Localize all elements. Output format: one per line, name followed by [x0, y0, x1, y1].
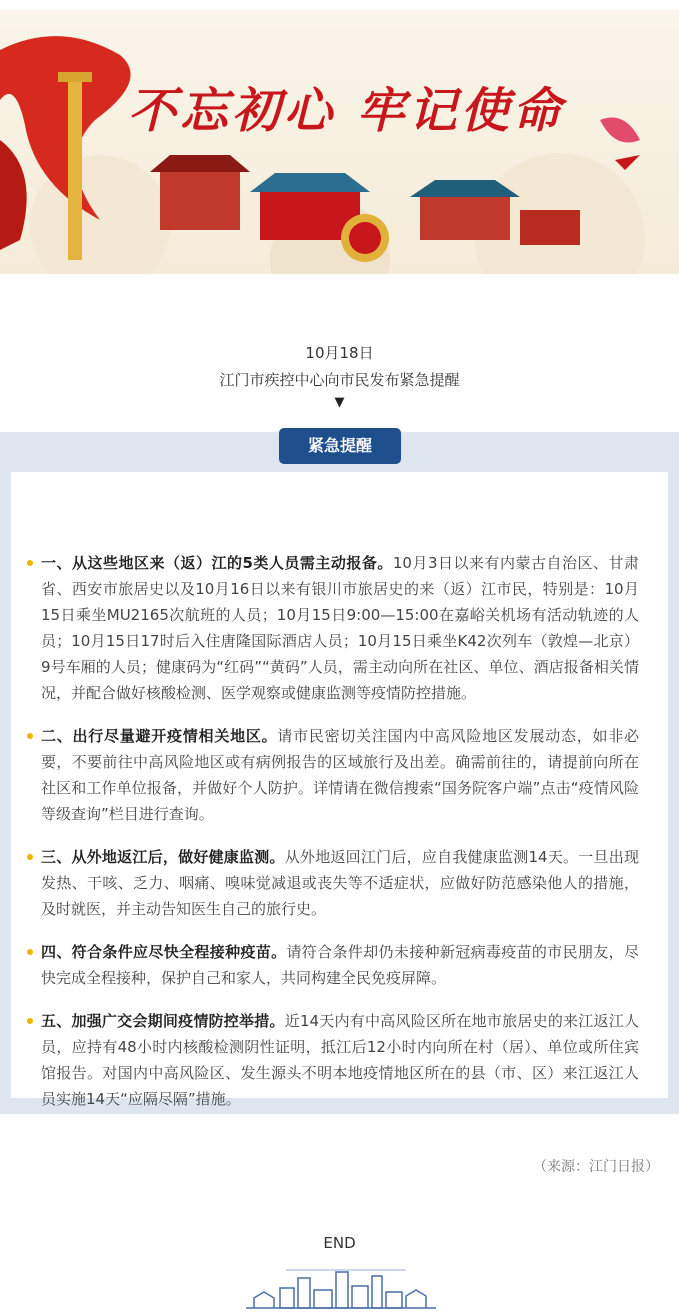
item-text: 10月3日以来有内蒙古自治区、甘肃省、西安市旅居史以及10月16日以来有银川市旅居史的来（返）江市民，特别是：10月15日乘坐MU2165次航班的人员；10月15日9:00—15:00在嘉峪关机场有活动轨迹的人员；10月15日17时后入住唐隆国际酒店人员；10月15日乘坐K42次列车（敦煌—北京）9号车厢的人员；健康码为“红码”“黄码”人员，需主动向所在社区、单位、酒店报备相关情况，并配合做好核酸检测、医学观察或健康监测等疫情防控措施。	[41, 554, 639, 702]
item-heading: 四、符合条件应尽快全程接种疫苗。	[41, 943, 287, 961]
header-banner	[0, 10, 679, 274]
intro-headline: 江门市疾控中心向市民发布紧急提醒	[219, 371, 460, 389]
notice-list	[27, 550, 639, 1129]
bullet-icon	[27, 733, 33, 739]
notice-card	[11, 472, 668, 1108]
item-heading: 三、从外地返江后，做好健康监测。	[41, 848, 285, 866]
bullet-icon	[27, 560, 33, 566]
bullet-icon	[27, 1018, 33, 1024]
down-arrow-icon: ▼	[334, 395, 345, 410]
notice-item	[27, 723, 639, 827]
item-text: 请市民密切关注国内中高风险地区发展动态，如非必要，不要前往中高风险地区或有病例报告的区域旅行及出差。确需前往的，请提前向所在社区和工作单位报备，并做好个人防护。详情请在微信搜索“国务院客户端”点击“疫情风险等级查询”栏目进行查询。	[41, 727, 639, 823]
source-credit: （来源：江门日报）	[533, 1159, 659, 1175]
end-label: END	[323, 1234, 356, 1252]
notice-panel	[0, 432, 679, 1114]
bullet-icon	[27, 854, 33, 860]
item-heading: 二、出行尽量避开疫情相关地区。	[41, 727, 278, 745]
item-heading: 一、从这些地区来（返）江的5类人员需主动报备。	[41, 554, 393, 572]
item-heading: 五、加强广交会期间疫情防控举措。	[41, 1012, 285, 1030]
item-text: 请符合条件却仍未接种新冠病毒疫苗的市民朋友，尽快完成全程接种，保护自己和家人，共同构建全民免疫屏障。	[41, 943, 639, 987]
item-text: 近14天内有中高风险区所在地市旅居史的来江返江人员，应持有48小时内核酸检测阴性证明，抵江后12小时内向所在村（居）、单位或所住宾馆报告。对国内中高风险区、发生源头不明本地疫情地区所在的县（市、区）来江返江人员实施14天“应隔尽隔”措施。	[41, 1012, 639, 1108]
item-text: 从外地返回江门后，应自我健康监测14天。一旦出现发热、干咳、乏力、咽痛、嗅味觉减退或丧失等不适症状，应做好防范感染他人的措施，及时就医，并主动告知医生自己的旅行史。	[41, 848, 639, 918]
notice-item	[27, 844, 639, 922]
notice-item	[27, 550, 639, 706]
notice-tag: 紧急提醒	[279, 428, 401, 464]
bullet-icon	[27, 949, 33, 955]
notice-item	[27, 939, 639, 991]
city-skyline-icon	[246, 1262, 436, 1312]
intro-date: 10月18日	[305, 344, 374, 362]
notice-item	[27, 1008, 639, 1112]
banner-decoration	[0, 10, 679, 274]
banner-slogan: 不忘初心 牢记使命	[128, 83, 565, 139]
